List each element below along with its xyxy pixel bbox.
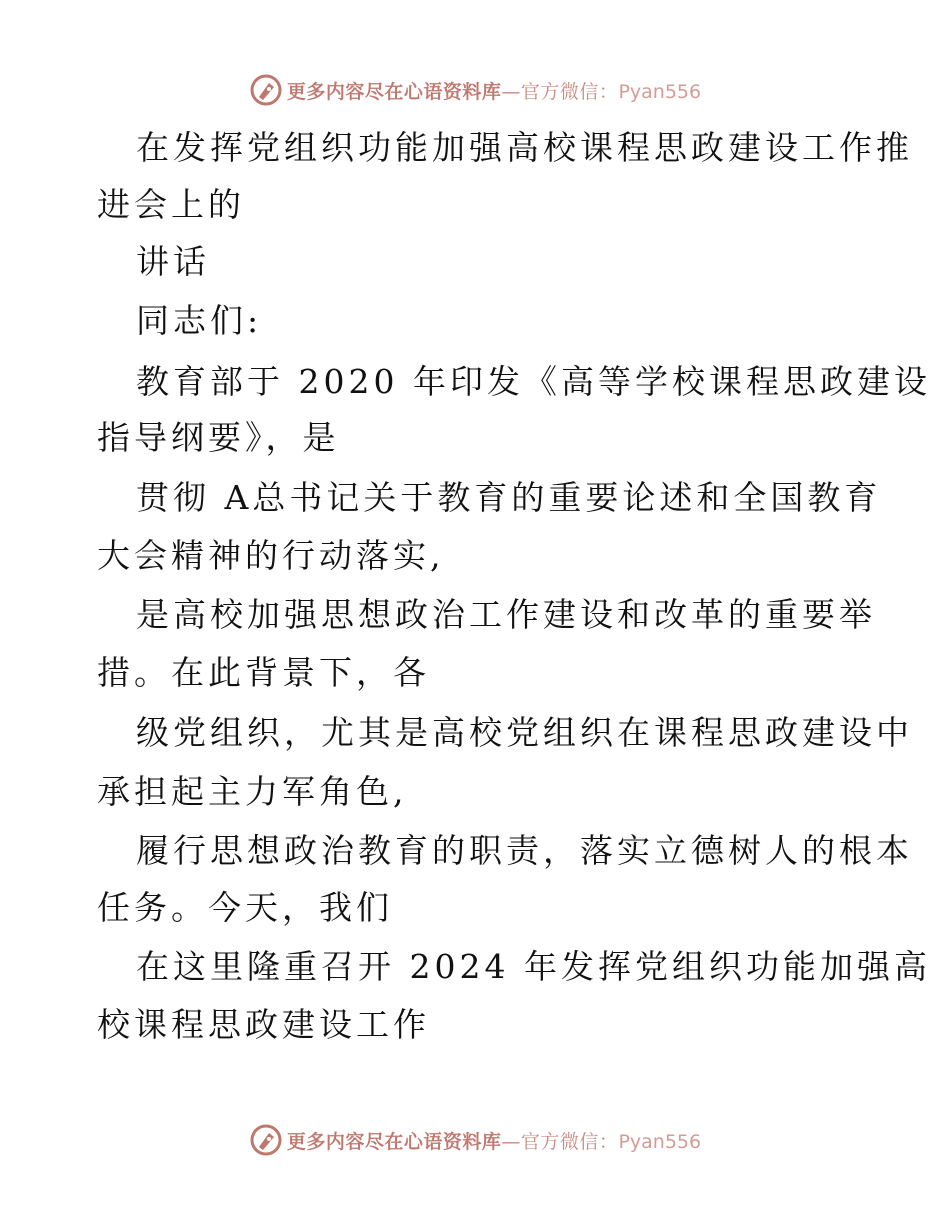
pen-nib-circle-icon [249,73,283,107]
text-line: 措。在此背景下，各 [97,653,430,692]
watermark-dash: — [501,1130,521,1153]
watermark-wechat-label: 官方微信： [520,80,619,103]
text-line: 贯彻 A总书记关于教育的重要论述和全国教育 [136,478,882,517]
text-line: 是高校加强思想政治工作建设和改革的重要举 [136,595,876,634]
text-line: 大会精神的行动落实, [97,536,445,575]
text-line: 教育部于 2020 年印发《高等学校课程思政建设 [136,362,931,401]
text-line: 进会上的 [97,185,245,224]
header-watermark [0,72,950,108]
salutation: 同志们: [136,301,263,340]
watermark-wechat-label: 官方微信： [520,1130,619,1153]
footer-watermark [0,1122,950,1158]
text-line: 指导纲要》，是 [97,418,340,457]
watermark-wechat-id: Pyan556 [618,80,702,103]
watermark-text [287,1127,701,1154]
watermark-wechat-id: Pyan556 [618,1130,702,1153]
text-line: 讲话 [136,242,210,281]
text-line: 级党组织，尤其是高校党组织在课程思政建设中 [136,713,913,752]
text-line: 任务。今天，我们 [97,888,393,927]
text-line: 校课程思政建设工作 [97,1005,430,1044]
watermark-site-text: 更多内容尽在心语资料库 [286,1130,502,1153]
text-line: 履行思想政治教育的职责，落实立德树人的根本 [136,831,913,870]
text-line: 在发挥党组织功能加强高校课程思政建设工作推 [136,128,913,167]
watermark-site-text: 更多内容尽在心语资料库 [286,80,502,103]
pen-nib-circle-icon [249,1123,283,1157]
text-line: 承担起主力军角色, [97,772,408,811]
text-line: 在这里隆重召开 2024 年发挥党组织功能加强高 [136,947,931,986]
watermark-text [287,77,701,104]
watermark-dash: — [501,80,521,103]
